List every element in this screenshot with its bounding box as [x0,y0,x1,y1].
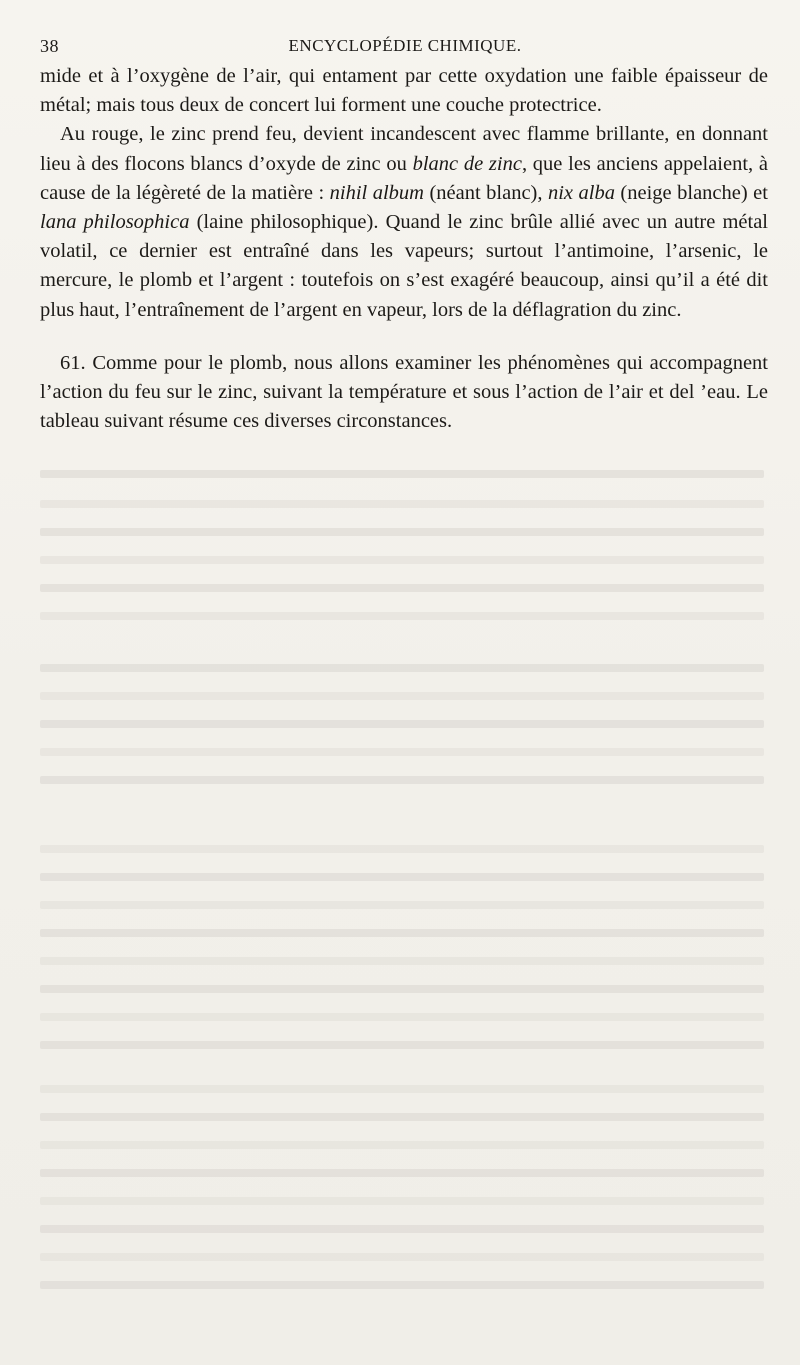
paragraph-text: (néant blanc), [423,181,548,204]
paragraph-text: Au rouge, le zinc prend feu, devient incandescent avec flamme brillante, en donnant lieu à des flocons blancs d’oxyde de zinc ou [40,123,768,175]
italic-term: nix alba [547,181,615,204]
paragraph-text: (laine philosophique). Quand le zinc brûle allié avec un autre métal volatil, ce dernier est entraîné dans les vapeurs; surtout l’antimoine, l’arsenic, le mercure, le plomb et l’argent : toutefois on s’est exagéré beaucoup, ainsi qu’il a été dit plus haut, l’entraînement de l’argent en vapeur, lors de la déflagration du zinc. [40,211,768,321]
italic-term: blanc de zinc [412,152,522,175]
paragraph-text: (neige blanche) et [614,181,768,204]
paragraph-continuation [40,62,768,120]
paragraph-section-61 [40,349,768,437]
italic-term: nihil album [329,181,424,204]
page-number: 38 [40,36,59,56]
paragraph-text: mide et à l’oxygène de l’air, qui entament par cette oxydation une faible épaisseur de métal; mais tous deux de concert lui forment une couche protectrice. [40,65,768,117]
page-header [40,36,770,58]
paragraph-zinc-combustion [40,120,768,324]
running-title: ENCYCLOPÉDIE CHIMIQUE. [288,36,522,55]
body-text [40,62,768,436]
paragraph-text: 61. Comme pour le plomb, nous allons examiner les phénomènes qui accompagnent l’action du feu sur le zinc, suivant la température et sous l’action de l’air et del ’eau. Le tableau suivant résume ces diverses circonstances. [40,351,768,433]
paragraph-text: , que les anciens appelaient, à cause de la légèreté de la matière : [40,152,768,204]
italic-term: lana philosophica [40,211,190,234]
